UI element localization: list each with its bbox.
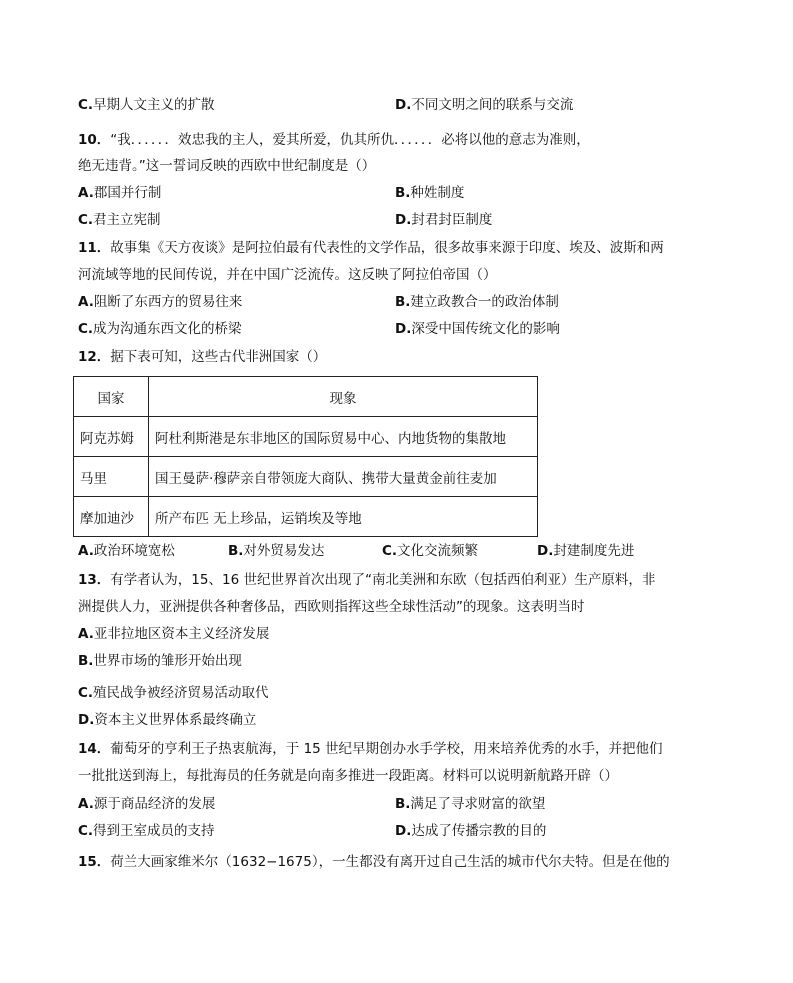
- question-text: 葡萄牙的亨利王子热衷航海，于 15 世纪早期创办水手学校，用来培养优秀的水手，并把他们: [110, 741, 663, 757]
- table-cell: 所产布匹 无上珍品，运销埃及等地: [149, 497, 538, 537]
- table-cell: 马里: [74, 457, 149, 497]
- option-text: 君主立宪制: [93, 212, 161, 228]
- option-text: 阻断了东西方的贸易往来: [93, 294, 243, 310]
- option-letter: D.: [78, 712, 95, 728]
- q11-option-a: [78, 292, 242, 312]
- option-text: 亚非拉地区资本主义经济发展: [93, 626, 270, 642]
- option-letter: C.: [78, 212, 94, 228]
- option-letter: A.: [78, 626, 94, 642]
- q11-stem-line1: [78, 238, 664, 258]
- q12-table: [73, 376, 538, 537]
- q13-stem-line1: [78, 570, 655, 590]
- q12-option-a: [78, 541, 175, 561]
- question-number: 14．: [78, 741, 111, 757]
- q12-stem-line1: [78, 347, 326, 367]
- table-row: [74, 457, 538, 497]
- option-letter: C.: [78, 823, 94, 839]
- option-letter: B.: [228, 543, 244, 559]
- option-letter: C.: [78, 685, 94, 701]
- q9-option-d: [395, 95, 573, 115]
- q10-stem-line1: [78, 130, 590, 150]
- table-cell: 国王曼萨·穆萨亲自带领庞大商队、携带大量黄金前往麦加: [149, 457, 538, 497]
- table-row: [74, 417, 538, 457]
- question-text: 故事集《天方夜谈》是阿拉伯最有代表性的文学作品，很多故事来源于印度、埃及、波斯和两: [110, 240, 664, 256]
- option-text: 郡国并行制: [93, 185, 162, 201]
- option-letter: A.: [78, 543, 94, 559]
- table-cell: 阿杜利斯港是东非地区的国际贸易中心、内地货物的集散地: [149, 417, 538, 457]
- question-number: 11．: [78, 240, 111, 256]
- option-letter: D.: [395, 823, 412, 839]
- option-letter: D.: [395, 212, 412, 228]
- option-letter: B.: [395, 294, 411, 310]
- q12-option-b: [228, 541, 324, 561]
- option-letter: A.: [78, 185, 94, 201]
- q12-option-c: [382, 541, 478, 561]
- table-header-row: [74, 377, 538, 417]
- q13-option-d: [78, 710, 256, 730]
- table-header-cell: 国家: [74, 377, 149, 417]
- table-cell: 阿克苏姆: [74, 417, 149, 457]
- q10-option-a: [78, 183, 161, 203]
- q11-option-d: [395, 319, 560, 339]
- q14-stem-line1: [78, 739, 663, 759]
- q10-option-b: [395, 183, 464, 203]
- option-letter: D.: [395, 97, 412, 113]
- q14-option-c: [78, 821, 215, 841]
- option-letter: B.: [395, 796, 411, 812]
- q10-stem-line2: 绝无违背。”这一誓词反映的西欧中世纪制度是（）: [78, 158, 376, 174]
- q13-option-b: [78, 651, 242, 671]
- q11-option-b: [395, 292, 559, 312]
- question-number: 13．: [78, 572, 111, 588]
- q10-option-c: [78, 210, 161, 230]
- question-text: 据下表可知，这些古代非洲国家（）: [110, 349, 327, 365]
- table-row: [74, 497, 538, 537]
- option-text: 种姓制度: [410, 185, 465, 201]
- option-letter: A.: [78, 294, 94, 310]
- q13-option-a: [78, 624, 269, 644]
- option-text: 满足了寻求财富的欲望: [410, 796, 546, 812]
- option-text: 封建制度先进: [553, 543, 635, 559]
- option-text: 政治环境宽松: [93, 543, 175, 559]
- option-text: 达成了传播宗教的目的: [411, 823, 547, 839]
- option-letter: D.: [395, 321, 412, 337]
- question-number: 12．: [78, 349, 111, 365]
- option-letter: C.: [78, 97, 94, 113]
- option-text: 文化交流频繁: [397, 543, 479, 559]
- q11-stem-line2: 河流域等地的民间传说，并在中国广泛流传。这反映了阿拉伯帝国（）: [78, 267, 497, 283]
- table-header-cell: 现象: [149, 377, 538, 417]
- option-letter: B.: [78, 653, 94, 669]
- table-cell: 摩加迪沙: [74, 497, 149, 537]
- option-text: 世界市场的雏形开始出现: [93, 653, 242, 669]
- q10-option-d: [395, 210, 492, 230]
- question-text: 有学者认为，15、16 世纪世界首次出现了“南北美洲和东欧（包括西伯利亚）生产原料，非: [110, 572, 656, 588]
- q14-stem-line2: 一批批送到海上，每批海员的任务就是向南多推进一段距离。材料可以说明新航路开辟（）: [78, 768, 618, 784]
- option-text: 深受中国传统文化的影响: [411, 321, 560, 337]
- option-text: 不同文明之间的联系与交流: [411, 97, 574, 113]
- question-text: 荷兰大画家维米尔（1632−1675），一生都没有离开过自己生活的城市代尔夫特。但是在他的: [110, 854, 670, 870]
- q14-option-b: [395, 794, 545, 814]
- option-text: 早期人文主义的扩散: [93, 97, 215, 113]
- option-letter: D.: [537, 543, 554, 559]
- option-text: 源于商品经济的发展: [93, 796, 216, 812]
- q9-option-c: [78, 95, 215, 115]
- option-text: 封君封臣制度: [411, 212, 493, 228]
- option-letter: B.: [395, 185, 411, 201]
- option-text: 成为沟通东西文化的桥梁: [93, 321, 242, 337]
- option-letter: A.: [78, 796, 94, 812]
- option-letter: C.: [382, 543, 398, 559]
- question-number: 10．: [78, 132, 111, 148]
- q13-stem-line2: 洲提供人力，亚洲提供各种奢侈品，西欧则指挥这些全球性活动”的现象。这表明当时: [78, 599, 585, 615]
- option-text: 殖民战争被经济贸易活动取代: [93, 685, 269, 701]
- q14-option-d: [395, 821, 546, 841]
- option-text: 建立政教合一的政治体制: [410, 294, 559, 310]
- question-text: “我．．．．．．效忠我的主人，爱其所爱，仇其所仇．．．．．．必将以他的意志为准则，: [110, 132, 590, 148]
- q13-option-c: [78, 683, 269, 703]
- q14-option-a: [78, 794, 215, 814]
- option-text: 得到王室成员的支持: [93, 823, 215, 839]
- q12-option-d: [537, 541, 634, 561]
- option-letter: C.: [78, 321, 94, 337]
- q11-option-c: [78, 319, 242, 339]
- option-text: 对外贸易发达: [243, 543, 325, 559]
- question-number: 15．: [78, 854, 111, 870]
- option-text: 资本主义世界体系最终确立: [94, 712, 257, 728]
- q15-stem-line1: [78, 852, 670, 872]
